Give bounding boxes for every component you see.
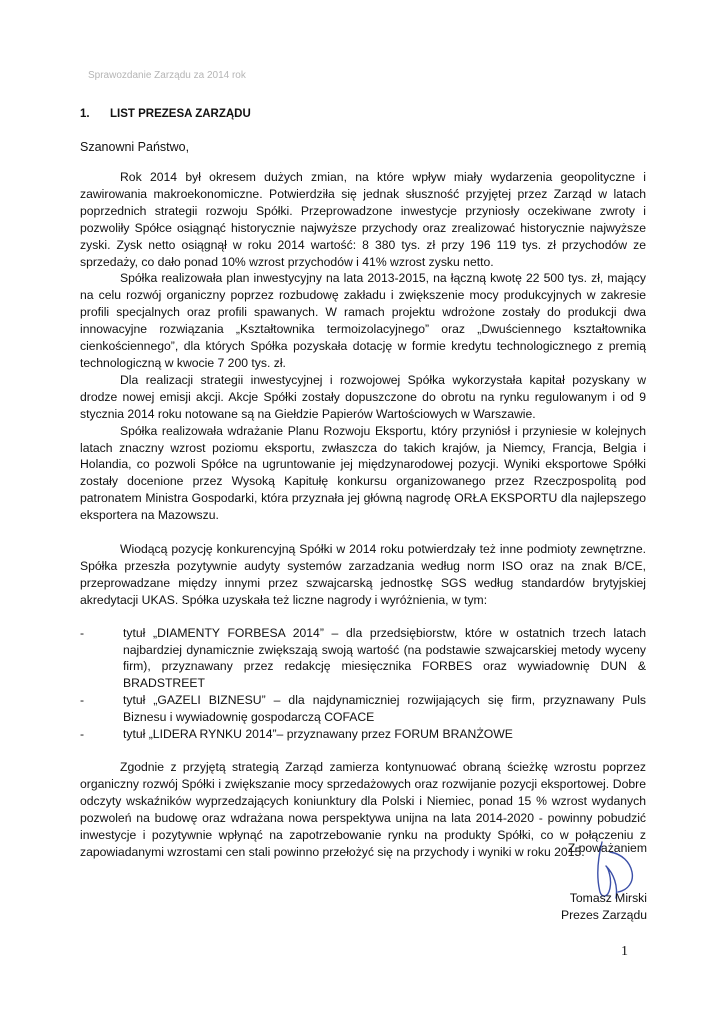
signatory-name: Tomasz Mirski	[569, 891, 647, 905]
award-text: tytuł „DIAMENTY FORBESA 2014” – dla przedsiębiorstw, które w ostatnich trzech latach najbardziej dynamicznie zwiększają swoją wartość (na podstawie szwajcarskiej metody wyceny firm), przyznawany przez redakcję miesięcznika FORBES oraz wywiadownię DUN & BRADSTREET	[123, 625, 646, 691]
list-item	[80, 625, 646, 693]
signatory-role: Prezes Zarządu	[560, 908, 647, 922]
paragraph-outlook: Zgodnie z przyjętą strategią Zarząd zamierza kontynuować obraną ścieżkę wzrostu poprzez organiczny rozwój Spółki i zwiększanie mocy sprzedażowych oraz rozwijanie pozycji eksportowej. Dobre odczyty wskaźników wyprzedzających koniunktury dla Polski i Niemiec, ponad 15 % wzrost wydanych pozwoleń na budowę oraz wdrażana nowa perspektywa unijna na lata 2014-2020 - powinny pobudzić inwestycje i pozytywnie wpłynąć na zapotrzebowanie rynku na produkty Spółki, co w połączeniu z zapowiadanymi wzrostami cen stali powinno przełożyć się na przychody i wyniki w roku 2015.	[80, 760, 646, 859]
list-item	[80, 692, 646, 726]
awards-list	[80, 625, 646, 743]
list-item	[80, 726, 646, 743]
award-text: tytuł „GAZELI BIZNESU” – dla najdynamiczniej rozwijających się firm, przyznawany Puls Biznesu i wywiadownię gospodarczą COFACE	[123, 693, 646, 725]
paragraph-competitive-position: Wiodącą pozycję konkurencyjną Spółki w 2014 roku potwierdzały też inne podmioty zewnętrzne. Spółka przeszła pozytywnie audyty systemów zarzadzania według norm ISO oraz na znak B/CE, przeprowadzane między innymi przez szwajcarską jednostkę SGS według standardów brytyjskiej akredytacji UKAS. Spółka uzyskała też liczne nagrody i wyróżnienia, w tym:	[80, 542, 646, 607]
section-title: LIST PREZESA ZARZĄDU	[110, 108, 251, 120]
paragraph-investment-plan: Spółka realizowała plan inwestycyjny na lata 2013-2015, na łączną kwotę 22 500 tys. zł, mający na celu rozwój organiczny poprzez rozbudowę zakładu i zwiększenie mocy produkcyjnych w zakresie profili specjalnych oraz profili spawanych. W ramach projektu wdrożone zostały do produkcji dwa innowacyjne rozwiązania „Kształtownika termoizolacyjnego” oraz „Dwuściennego kształtownika cienkościennego”, dla których Spółka pozyskała dotację w formie kredytu technologicznego z premią technologiczną w kwocie 7 200 tys. zł.	[80, 271, 646, 370]
list-dash: -	[80, 727, 85, 742]
award-text: tytuł „LIDERA RYNKU 2014”– przyznawany przez FORUM BRANŻOWE	[123, 727, 513, 742]
running-header: Sprawozdanie Zarządu za 2014 rok	[88, 70, 246, 81]
paragraph-results: Rok 2014 był okresem dużych zmian, na które wpływ miały wydarzenia geopolityczne i zawirowania makroekonomiczne. Potwierdziła się jednak słuszność przyjętej przez Zarząd w latach poprzednich strategii rozwoju Spółki. Przeprowadzone inwestycje przyniosły oczekiwane zwroty i pozwoliły Spółce osiągnąć historycznie najwyższe przychody oraz zrealizować historycznie najwyższe zyski. Zysk netto osiągnął w roku 2014 wartość: 8 380 tys. zł przy 196 119 tys. zł przychodów ze sprzedaży, co dało ponad 10% wzrost przychodów i 41% wzrost zysku netto.	[80, 170, 646, 269]
list-dash: -	[80, 625, 85, 640]
paragraph-export-plan: Spółka realizowała wdrażanie Planu Rozwoju Eksportu, który przyniósł i przyniesie w kolejnych latach znaczny wzrost poziomu eksportu, zwłaszcza do takich krajów, ja Niemcy, Francja, Belgia i Holandia, co pozwoli Spółce na ugruntowanie jej międzynarodowej pozycji. Wyniki eksportowe Spółki zostały docenione przez Wysoką Kapitułę konkursu organizowanego przez Rzeczpospolitą pod patronatem Ministra Gospodarki, która przyznała jej główną nagrodę ORŁA EKSPORTU dla najlepszego eksportera na Mazowszu.	[80, 423, 646, 523]
list-dash: -	[80, 693, 85, 708]
section-heading	[80, 108, 251, 120]
closing-block	[561, 840, 647, 924]
closing-greeting: Z poważaniem	[567, 841, 647, 855]
page-number: 1	[621, 944, 628, 959]
paragraph-share-issue: Dla realizacji strategii inwestycyjnej i rozwojowej Spółka wykorzystała kapitał pozyskany w drodze nowej emisji akcji. Akcje Spółki zostały dopuszczone do obrotu na rynku regulowanym i od 9 stycznia 2014 roku notowane są na Giełdzie Papierów Wartościowych w Warszawie.	[80, 372, 646, 421]
section-number: 1.	[80, 108, 90, 120]
salutation: Szanowni Państwo,	[80, 140, 190, 154]
letter-body	[80, 169, 646, 860]
